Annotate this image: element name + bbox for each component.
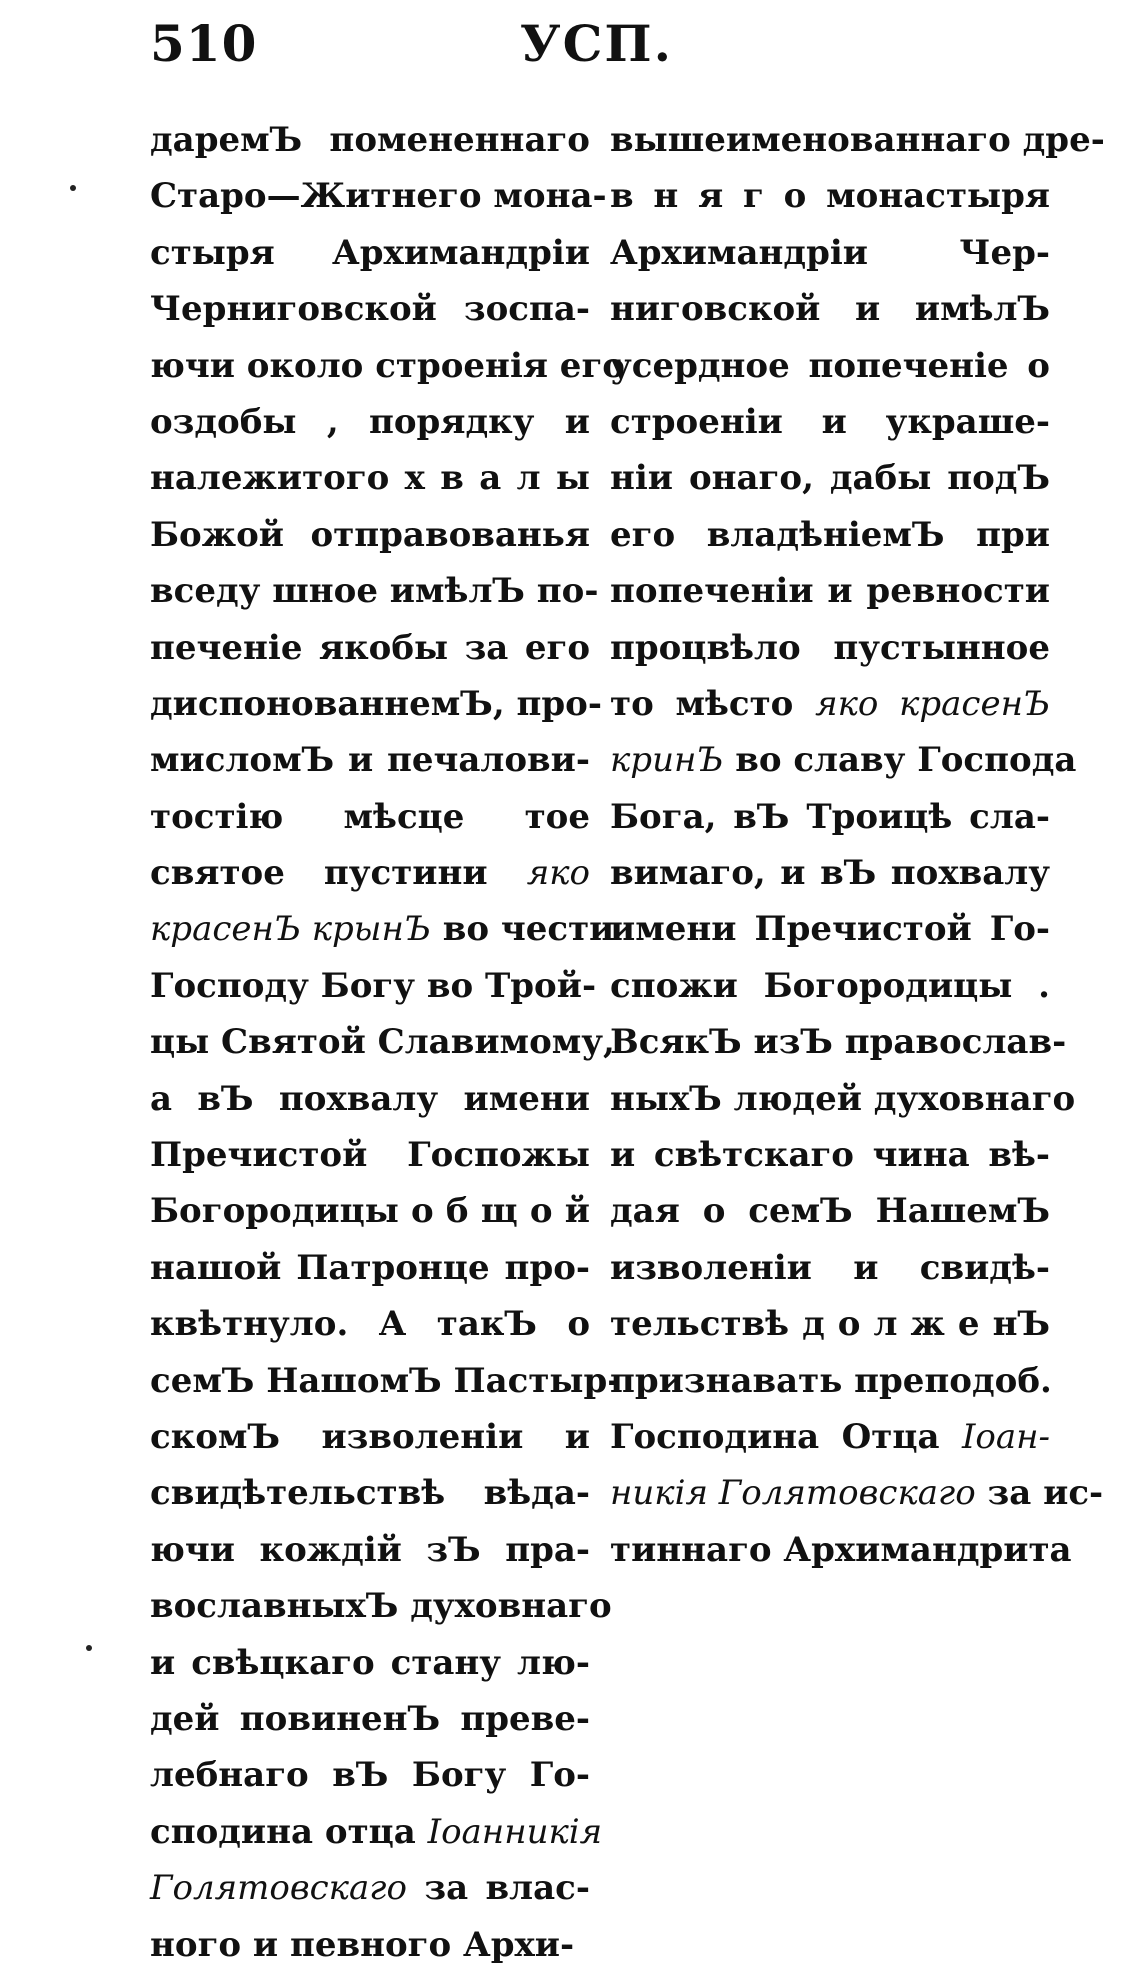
- text-run: семЪ НашомЪ Пастыр-: [150, 1360, 622, 1401]
- text-run: его владѣніемЪ при: [610, 514, 1050, 555]
- text-run: дей повиненЪ преве-: [150, 1698, 590, 1739]
- text-run: тостію мѣсце тое: [150, 796, 590, 837]
- text-line: [150, 1240, 590, 1296]
- text-line: [610, 1183, 1050, 1239]
- scan-speck: [70, 185, 76, 191]
- italic-run: Голятовскаго: [150, 1868, 407, 1909]
- text-line: [610, 168, 1050, 224]
- text-run: лебнаго вЪ Богу Го-: [150, 1755, 590, 1796]
- text-line: [150, 1635, 590, 1691]
- text-line: [150, 281, 590, 337]
- text-line: [150, 168, 607, 224]
- text-line: [610, 1522, 1072, 1578]
- italic-run: никія Голятовскаго: [610, 1473, 976, 1514]
- text-line: [150, 620, 590, 676]
- text-run: признавать преподоб.: [610, 1360, 1052, 1401]
- text-line: [150, 1183, 590, 1239]
- text-line: [610, 1014, 1067, 1070]
- text-line: [150, 394, 590, 450]
- text-line: [610, 1465, 1104, 1521]
- text-line: [150, 789, 590, 845]
- text-line: [610, 789, 1050, 845]
- text-line: [150, 1691, 590, 1747]
- text-line: [150, 732, 590, 788]
- text-line: [610, 958, 1050, 1014]
- text-line: [610, 225, 1050, 281]
- text-line: [610, 338, 1050, 394]
- text-run: оздобы , порядку и: [150, 401, 590, 442]
- text-run: стыря Архимандріи: [150, 232, 590, 273]
- text-run: Бога, вЪ Троицѣ сла-: [610, 796, 1050, 837]
- text-run: Богородицы о б щ о й: [150, 1191, 590, 1232]
- text-line: [150, 1296, 590, 1352]
- text-line: [150, 1747, 590, 1803]
- text-run: вославныхЪ духовнаго: [150, 1586, 612, 1627]
- text-line: [150, 958, 597, 1014]
- text-run: строеніи и украше-: [610, 401, 1050, 442]
- text-line: [150, 1014, 615, 1070]
- text-line: [610, 450, 1050, 506]
- italic-run: яко: [526, 853, 590, 894]
- text-run: мисломЪ и печалови-: [150, 740, 590, 781]
- text-run: печеніе якобы за его: [150, 627, 590, 668]
- text-line: [610, 507, 1050, 563]
- text-run: ючи кождій зЪ пра-: [150, 1529, 590, 1570]
- text-run: вимаго, и вЪ похвалу: [610, 853, 1050, 894]
- text-line: [150, 112, 590, 168]
- text-column-left: [150, 112, 625, 1973]
- text-line: [610, 1353, 1050, 1409]
- text-line: [610, 732, 1077, 788]
- text-line: [610, 620, 1050, 676]
- text-line: [610, 112, 1105, 168]
- text-line: [610, 1071, 1076, 1127]
- text-line: [150, 563, 599, 619]
- text-line: [610, 1409, 1050, 1465]
- text-run: за влас-: [406, 1868, 590, 1909]
- text-run: ного и певного Архи-: [150, 1924, 575, 1965]
- text-run: Господина Отца: [610, 1416, 962, 1457]
- text-line: [610, 1127, 1050, 1183]
- text-line: [150, 901, 615, 957]
- text-run: скомЪ изволеніи и: [150, 1416, 590, 1457]
- text-run: нашой Патронце про-: [150, 1247, 590, 1288]
- text-run: Пречистой Госпожы: [150, 1135, 590, 1176]
- text-line: [150, 676, 602, 732]
- text-run: даремЪ помененнаго: [150, 120, 590, 160]
- text-run: попеченіи и ревности: [610, 571, 1050, 612]
- text-line: [150, 1917, 590, 1973]
- text-run: во чести: [430, 909, 615, 950]
- text-run: за ис-: [975, 1473, 1104, 1514]
- text-line: [150, 1860, 590, 1916]
- text-run: усердное попеченіе о: [610, 345, 1050, 386]
- text-run: во славу Господа: [723, 740, 1077, 781]
- text-run: тиннаго Архимандрита: [610, 1529, 1072, 1570]
- text-run: дая о семЪ НашемЪ: [610, 1191, 1050, 1232]
- text-run: Господу Богу во Трой-: [150, 965, 597, 1006]
- text-line: [610, 845, 1050, 901]
- text-run: Черниговской зоспа-: [150, 289, 590, 330]
- text-run: процвѣло пустынное: [610, 627, 1050, 668]
- text-run: имени Пречистой Го-: [610, 909, 1050, 950]
- text-run: и свѣцкаго стану лю-: [150, 1642, 590, 1683]
- text-line: [610, 281, 1050, 337]
- text-run: изволеніи и свидѣ-: [610, 1247, 1050, 1288]
- text-line: [150, 845, 590, 901]
- text-run: святое пустини: [150, 853, 527, 894]
- text-run: цы Святой Славимому,: [150, 1022, 615, 1063]
- text-run: вышеименованнаго дре-: [610, 120, 1105, 160]
- text-run: належитого х в а л ы: [150, 458, 590, 499]
- text-run: ніи онаго, дабы подЪ: [610, 458, 1050, 499]
- text-line: [150, 1522, 590, 1578]
- text-line: [610, 1296, 1050, 1352]
- italic-run: яко красенЪ: [815, 683, 1050, 724]
- italic-run: кринЪ: [610, 740, 724, 781]
- text-run: вседу шное имѣлЪ по-: [150, 571, 599, 612]
- text-line: [610, 676, 1050, 732]
- text-run: ВсякЪ изЪ православ-: [610, 1022, 1067, 1063]
- scan-speck: [86, 1645, 92, 1651]
- text-run: сподина отца: [150, 1811, 428, 1852]
- text-line: [150, 1465, 590, 1521]
- text-run: Архимандріи Чер-: [610, 232, 1050, 273]
- text-run: квѣтнуло. А такЪ о: [150, 1304, 590, 1345]
- text-line: [150, 1127, 590, 1183]
- text-line: [150, 1409, 590, 1465]
- text-line: [150, 1071, 590, 1127]
- text-run: и свѣтскаго чина вѣ-: [610, 1135, 1050, 1176]
- italic-run: Іоанникія: [427, 1811, 603, 1852]
- text-run: тельствѣ д о л ж е нЪ: [610, 1304, 1050, 1345]
- text-line: [610, 901, 1050, 957]
- text-line: [610, 1240, 1050, 1296]
- italic-run: Іоан-: [961, 1416, 1050, 1457]
- running-head: УСП.: [520, 14, 673, 73]
- text-line: [150, 507, 590, 563]
- text-line: [150, 1804, 603, 1860]
- text-line: [150, 1578, 612, 1634]
- text-run: Старо—Житнего мона-: [150, 176, 607, 217]
- text-column-right: [610, 112, 1105, 1578]
- text-run: в н я г о монастыря: [610, 176, 1050, 217]
- text-run: то мѣсто: [610, 683, 816, 724]
- page-header: [150, 14, 990, 84]
- italic-run: красенЪ крынЪ: [150, 909, 431, 950]
- text-line: [150, 450, 590, 506]
- text-run: диспонованнемЪ, про-: [150, 683, 602, 724]
- text-run: ниговской и имѣлЪ: [610, 289, 1050, 330]
- text-line: [610, 563, 1050, 619]
- text-run: свидѣтельствѣ вѣда-: [150, 1473, 590, 1514]
- text-line: [150, 225, 590, 281]
- text-line: [610, 394, 1050, 450]
- text-line: [150, 338, 625, 394]
- text-line: [150, 1353, 622, 1409]
- text-run: а вЪ похвалу имени: [150, 1078, 590, 1119]
- text-run: Божой отправованья: [150, 514, 590, 555]
- text-run: спожи Богородицы .: [610, 965, 1050, 1006]
- text-run: ючи около строенія его: [150, 345, 625, 386]
- page-number: 510: [150, 14, 258, 73]
- text-run: ныхЪ людей духовнаго: [610, 1078, 1076, 1119]
